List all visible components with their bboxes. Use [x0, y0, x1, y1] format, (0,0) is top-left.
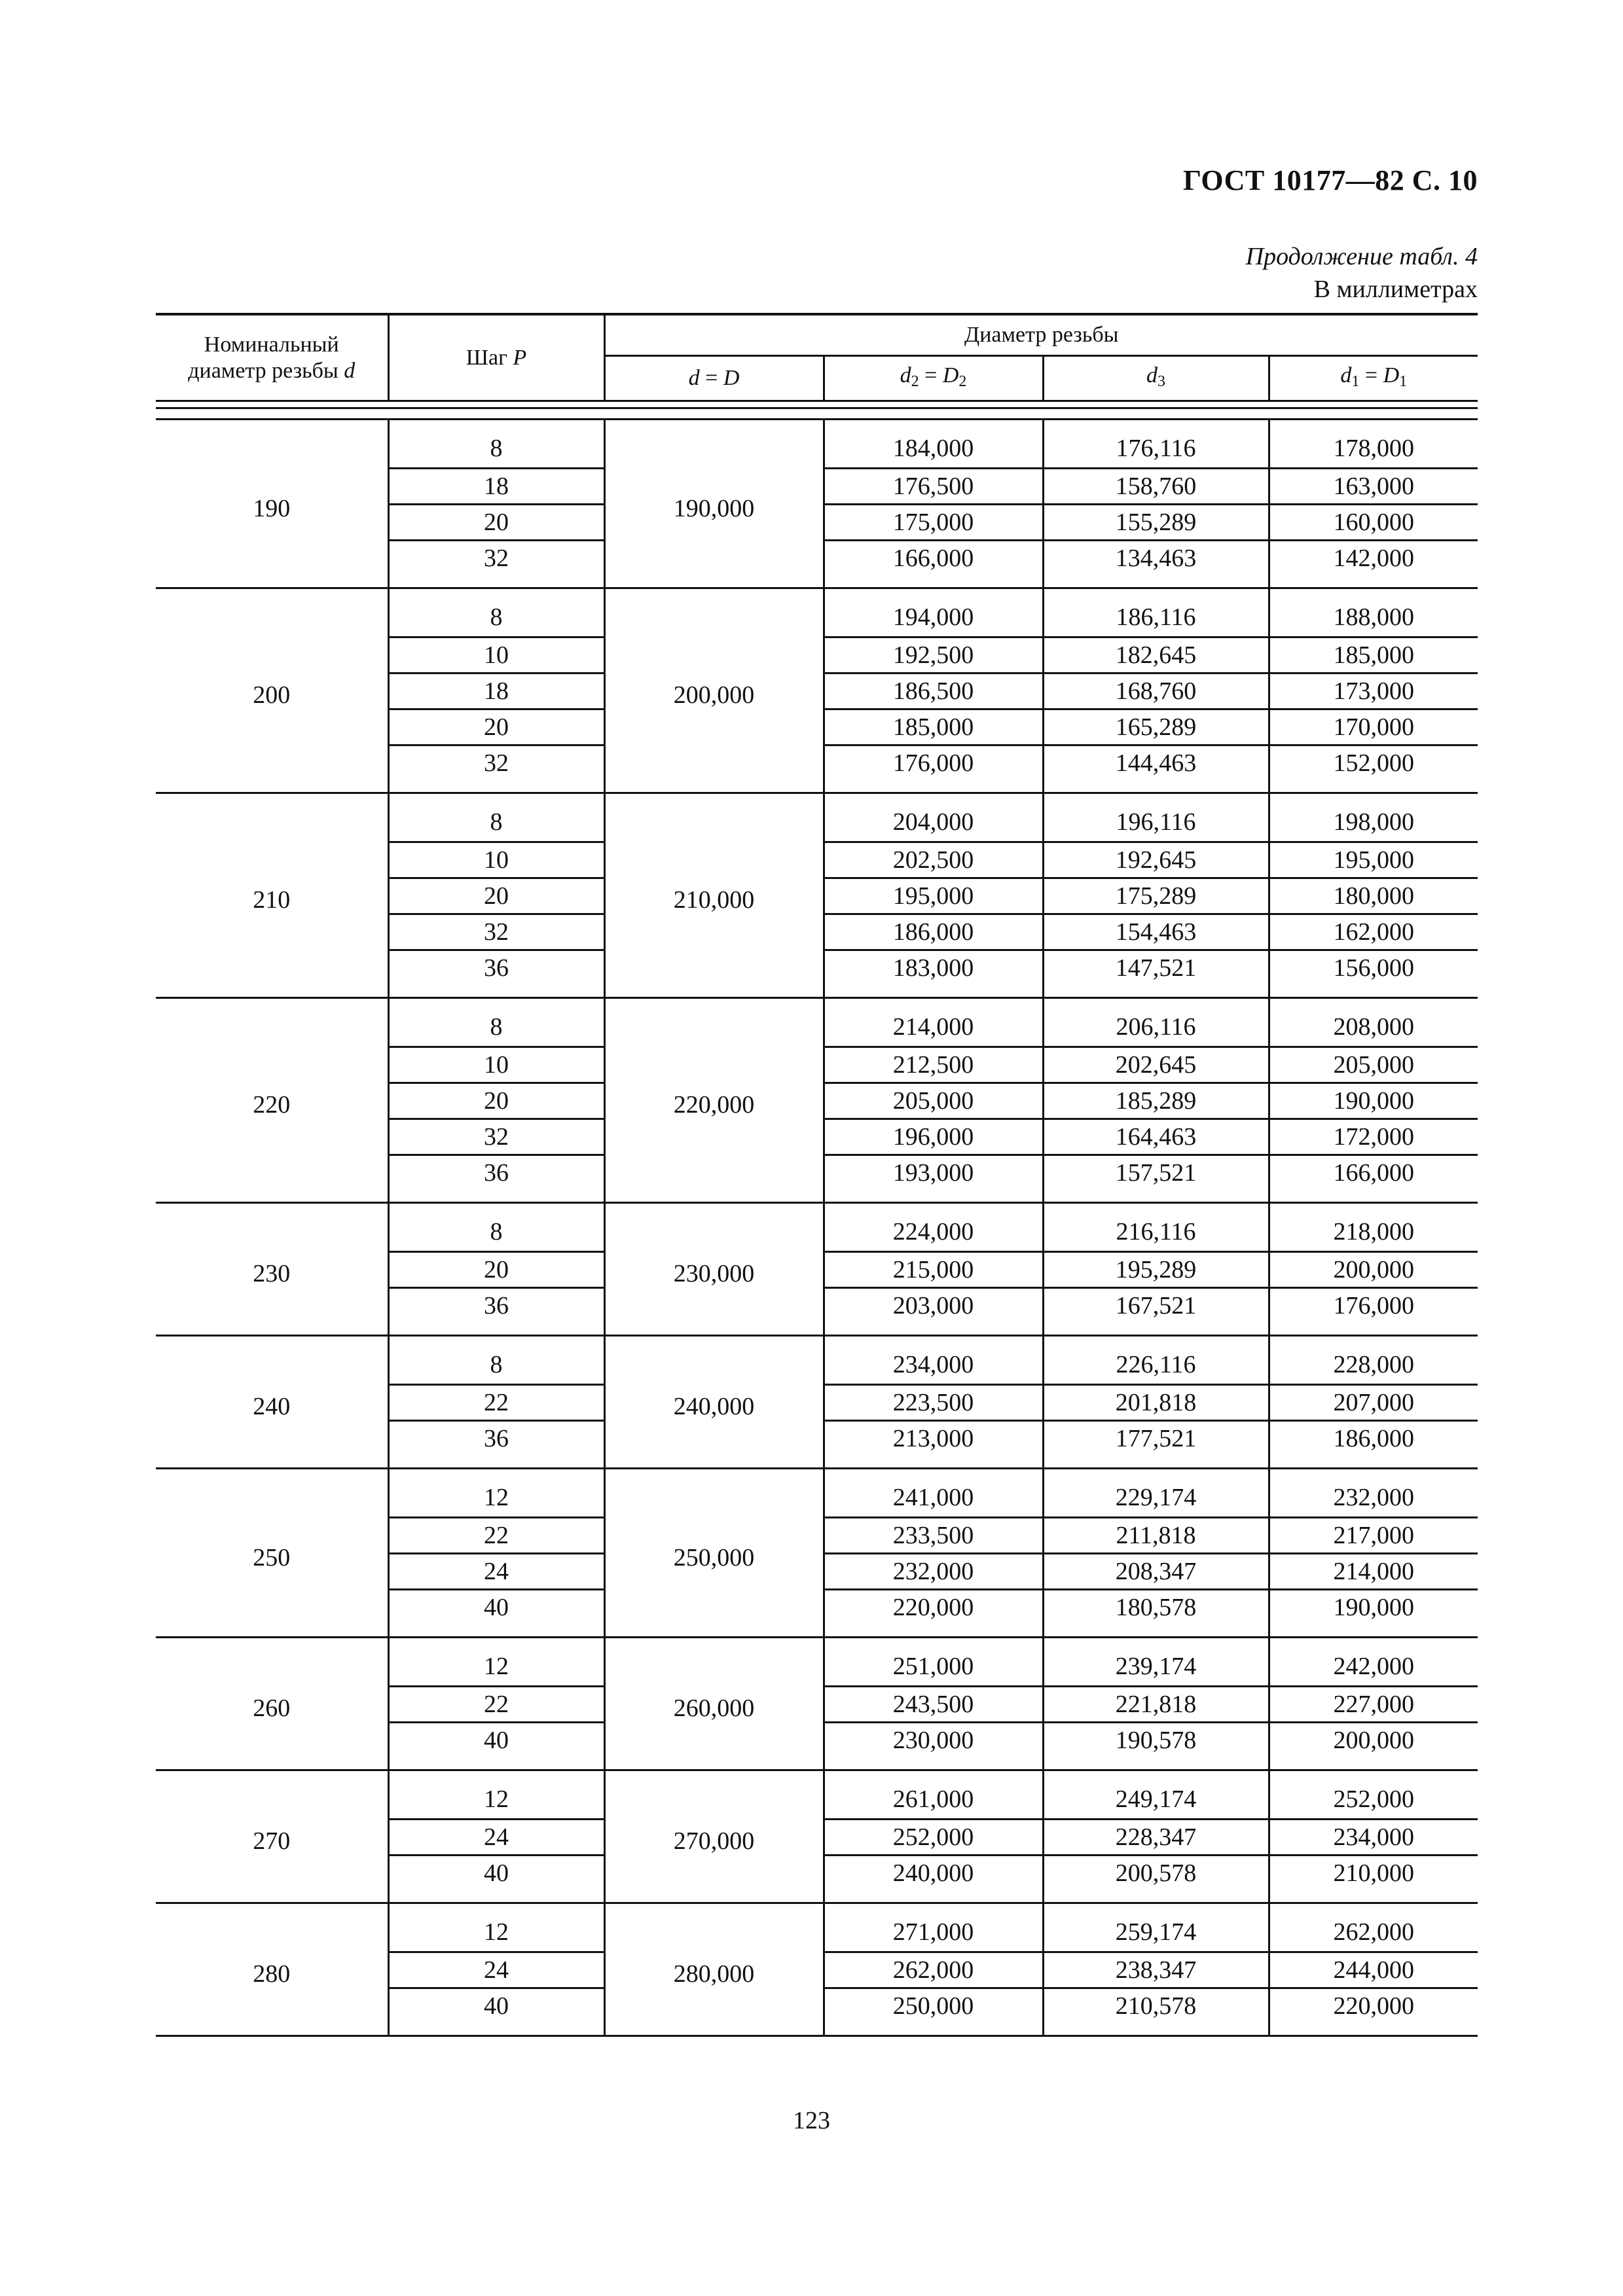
cell-pitch: 12	[388, 1638, 604, 1687]
cell-pitch: 10	[388, 842, 604, 878]
cell-d1: 176,000	[1269, 1288, 1478, 1336]
cell-nominal-diameter: 260	[156, 1638, 388, 1770]
cell-nominal-diameter: 210	[156, 793, 388, 998]
cell-nominal-diameter: 200	[156, 588, 388, 793]
cell-d1: 227,000	[1269, 1687, 1478, 1723]
cell-pitch: 20	[388, 709, 604, 745]
cell-d2: 213,000	[824, 1421, 1043, 1469]
table-body	[156, 420, 1478, 2036]
col-header-dD: d = D	[604, 356, 824, 401]
cell-d3: 201,818	[1043, 1385, 1269, 1421]
cell-d1: 210,000	[1269, 1856, 1478, 1903]
cell-pitch: 8	[388, 793, 604, 842]
col-header-nominal-line2: диаметр резьбы	[188, 358, 338, 383]
cell-d1: 163,000	[1269, 469, 1478, 505]
cell-pitch: 36	[388, 1421, 604, 1469]
cell-pitch: 20	[388, 1083, 604, 1119]
cell-d-eq-D: 200,000	[604, 588, 824, 793]
cell-d3: 206,116	[1043, 998, 1269, 1047]
cell-d3: 154,463	[1043, 914, 1269, 950]
table-row	[156, 1770, 1478, 1820]
cell-pitch: 32	[388, 745, 604, 793]
cell-pitch: 12	[388, 1903, 604, 1952]
cell-d1: 195,000	[1269, 842, 1478, 878]
cell-d-eq-D: 210,000	[604, 793, 824, 998]
cell-d2: 220,000	[824, 1590, 1043, 1638]
cell-pitch: 12	[388, 1469, 604, 1518]
cell-pitch: 8	[388, 588, 604, 637]
cell-d1: 166,000	[1269, 1155, 1478, 1203]
cell-d2: 250,000	[824, 1988, 1043, 2036]
cell-d3: 158,760	[1043, 469, 1269, 505]
cell-d1: 198,000	[1269, 793, 1478, 842]
cell-d2: 233,500	[824, 1518, 1043, 1554]
cell-pitch: 36	[388, 950, 604, 998]
cell-pitch: 22	[388, 1385, 604, 1421]
cell-d1: 162,000	[1269, 914, 1478, 950]
table-row	[156, 420, 1478, 469]
cell-d3: 157,521	[1043, 1155, 1269, 1203]
cell-d2: 243,500	[824, 1687, 1043, 1723]
cell-d-eq-D: 270,000	[604, 1770, 824, 1903]
cell-d2: 214,000	[824, 998, 1043, 1047]
cell-nominal-diameter: 270	[156, 1770, 388, 1903]
cell-d3: 200,578	[1043, 1856, 1269, 1903]
cell-d3: 196,116	[1043, 793, 1269, 842]
cell-d1: 214,000	[1269, 1554, 1478, 1590]
cell-d2: 224,000	[824, 1203, 1043, 1252]
cell-d-eq-D: 250,000	[604, 1469, 824, 1638]
cell-d1: 188,000	[1269, 588, 1478, 637]
cell-d-eq-D: 280,000	[604, 1903, 824, 2036]
cell-d3: 180,578	[1043, 1590, 1269, 1638]
cell-d3: 185,289	[1043, 1083, 1269, 1119]
table-row	[156, 1638, 1478, 1687]
cell-d3: 228,347	[1043, 1820, 1269, 1856]
cell-d3: 182,645	[1043, 637, 1269, 673]
col-header-nominal	[156, 314, 388, 401]
cell-pitch: 36	[388, 1288, 604, 1336]
cell-d-eq-D: 240,000	[604, 1336, 824, 1469]
table-row	[156, 1469, 1478, 1518]
cell-d-eq-D: 230,000	[604, 1203, 824, 1336]
cell-d3: 221,818	[1043, 1687, 1269, 1723]
cell-d-eq-D: 190,000	[604, 420, 824, 588]
cell-d3: 134,463	[1043, 541, 1269, 588]
cell-d1: 190,000	[1269, 1083, 1478, 1119]
cell-d1: 186,000	[1269, 1421, 1478, 1469]
cell-d2: 202,500	[824, 842, 1043, 878]
cell-d1: 178,000	[1269, 420, 1478, 469]
cell-pitch: 40	[388, 1856, 604, 1903]
col-header-pitch	[388, 314, 604, 401]
cell-d3: 259,174	[1043, 1903, 1269, 1952]
cell-d2: 223,500	[824, 1385, 1043, 1421]
cell-d2: 186,500	[824, 673, 1043, 709]
cell-d1: 252,000	[1269, 1770, 1478, 1820]
cell-d1: 205,000	[1269, 1047, 1478, 1083]
cell-d2: 262,000	[824, 1952, 1043, 1988]
cell-pitch: 8	[388, 1336, 604, 1385]
cell-nominal-diameter: 240	[156, 1336, 388, 1469]
cell-d3: 147,521	[1043, 950, 1269, 998]
cell-d1: 185,000	[1269, 637, 1478, 673]
cell-d3: 229,174	[1043, 1469, 1269, 1518]
cell-d3: 155,289	[1043, 505, 1269, 541]
cell-d-eq-D: 260,000	[604, 1638, 824, 1770]
cell-d2: 194,000	[824, 588, 1043, 637]
cell-d3: 164,463	[1043, 1119, 1269, 1155]
cell-d1: 172,000	[1269, 1119, 1478, 1155]
document-header: ГОСТ 10177—82 С. 10	[1182, 164, 1478, 196]
cell-pitch: 20	[388, 505, 604, 541]
table-row	[156, 1203, 1478, 1252]
cell-pitch: 22	[388, 1687, 604, 1723]
cell-pitch: 36	[388, 1155, 604, 1203]
cell-d1: 170,000	[1269, 709, 1478, 745]
col-header-diameter-group: Диаметр резьбы	[604, 314, 1478, 356]
cell-d-eq-D: 220,000	[604, 998, 824, 1203]
cell-d1: 218,000	[1269, 1203, 1478, 1252]
cell-d3: 165,289	[1043, 709, 1269, 745]
cell-d3: 186,116	[1043, 588, 1269, 637]
cell-d2: 230,000	[824, 1723, 1043, 1770]
col-header-d1: $d_1 = D_1$	[1269, 356, 1478, 401]
cell-d1: 152,000	[1269, 745, 1478, 793]
cell-d3: 211,818	[1043, 1518, 1269, 1554]
cell-d1: 228,000	[1269, 1336, 1478, 1385]
cell-d3: 216,116	[1043, 1203, 1269, 1252]
cell-d3: 202,645	[1043, 1047, 1269, 1083]
cell-d2: 241,000	[824, 1469, 1043, 1518]
cell-d1: 242,000	[1269, 1638, 1478, 1687]
cell-d2: 183,000	[824, 950, 1043, 998]
cell-pitch: 18	[388, 469, 604, 505]
cell-d3: 167,521	[1043, 1288, 1269, 1336]
cell-d3: 210,578	[1043, 1988, 1269, 2036]
cell-d3: 238,347	[1043, 1952, 1269, 1988]
cell-pitch: 24	[388, 1952, 604, 1988]
col-header-nominal-symbol: d	[344, 358, 356, 383]
cell-d1: 200,000	[1269, 1252, 1478, 1288]
cell-d2: 261,000	[824, 1770, 1043, 1820]
cell-pitch: 32	[388, 541, 604, 588]
cell-d1: 142,000	[1269, 541, 1478, 588]
cell-d2: 204,000	[824, 793, 1043, 842]
cell-d2: 175,000	[824, 505, 1043, 541]
cell-pitch: 40	[388, 1590, 604, 1638]
cell-nominal-diameter: 280	[156, 1903, 388, 2036]
cell-d3: 177,521	[1043, 1421, 1269, 1469]
cell-d3: 192,645	[1043, 842, 1269, 878]
cell-d1: 232,000	[1269, 1469, 1478, 1518]
cell-d3: 208,347	[1043, 1554, 1269, 1590]
cell-d2: 176,000	[824, 745, 1043, 793]
cell-pitch: 32	[388, 1119, 604, 1155]
col-header-d2: $d_2 = D_2$	[824, 356, 1043, 401]
cell-d2: 185,000	[824, 709, 1043, 745]
cell-d3: 175,289	[1043, 878, 1269, 914]
cell-d2: 240,000	[824, 1856, 1043, 1903]
page-number: 123	[793, 2107, 830, 2134]
cell-pitch: 24	[388, 1554, 604, 1590]
cell-d1: 160,000	[1269, 505, 1478, 541]
cell-d2: 252,000	[824, 1820, 1043, 1856]
cell-pitch: 32	[388, 914, 604, 950]
table-row	[156, 1903, 1478, 1952]
cell-d2: 271,000	[824, 1903, 1043, 1952]
cell-d2: 184,000	[824, 420, 1043, 469]
cell-d2: 251,000	[824, 1638, 1043, 1687]
cell-pitch: 8	[388, 998, 604, 1047]
col-header-d3: $d_3$	[1043, 356, 1269, 401]
cell-d2: 193,000	[824, 1155, 1043, 1203]
cell-pitch: 8	[388, 1203, 604, 1252]
cell-pitch: 40	[388, 1723, 604, 1770]
cell-pitch: 24	[388, 1820, 604, 1856]
cell-d1: 220,000	[1269, 1988, 1478, 2036]
table-row	[156, 588, 1478, 637]
cell-d2: 192,500	[824, 637, 1043, 673]
cell-d1: 200,000	[1269, 1723, 1478, 1770]
table-continuation-note: Продолжение табл. 4	[1245, 243, 1478, 270]
cell-nominal-diameter: 190	[156, 420, 388, 588]
cell-d1: 156,000	[1269, 950, 1478, 998]
cell-d2: 205,000	[824, 1083, 1043, 1119]
cell-d1: 217,000	[1269, 1518, 1478, 1554]
cell-pitch: 40	[388, 1988, 604, 2036]
cell-d1: 207,000	[1269, 1385, 1478, 1421]
cell-d3: 226,116	[1043, 1336, 1269, 1385]
cell-pitch: 10	[388, 1047, 604, 1083]
cell-pitch: 18	[388, 673, 604, 709]
cell-d3: 195,289	[1043, 1252, 1269, 1288]
col-header-nominal-line1: Номинальный	[204, 332, 339, 357]
table-row	[156, 998, 1478, 1047]
cell-d3: 239,174	[1043, 1638, 1269, 1687]
cell-d1: 190,000	[1269, 1590, 1478, 1638]
cell-pitch: 20	[388, 878, 604, 914]
table-row	[156, 1336, 1478, 1385]
cell-pitch: 12	[388, 1770, 604, 1820]
cell-d2: 234,000	[824, 1336, 1043, 1385]
cell-d3: 176,116	[1043, 420, 1269, 469]
cell-d2: 196,000	[824, 1119, 1043, 1155]
cell-d3: 190,578	[1043, 1723, 1269, 1770]
units-note: В миллиметрах	[1313, 276, 1478, 303]
cell-pitch: 10	[388, 637, 604, 673]
cell-pitch: 20	[388, 1252, 604, 1288]
cell-pitch: 8	[388, 420, 604, 469]
cell-d2: 176,500	[824, 469, 1043, 505]
col-header-pitch-word: Шаг	[465, 345, 508, 370]
cell-d1: 244,000	[1269, 1952, 1478, 1988]
cell-d1: 262,000	[1269, 1903, 1478, 1952]
cell-pitch: 22	[388, 1518, 604, 1554]
cell-d1: 173,000	[1269, 673, 1478, 709]
cell-nominal-diameter: 230	[156, 1203, 388, 1336]
cell-d2: 195,000	[824, 878, 1043, 914]
cell-d3: 249,174	[1043, 1770, 1269, 1820]
cell-d3: 168,760	[1043, 673, 1269, 709]
cell-d2: 212,500	[824, 1047, 1043, 1083]
table-row	[156, 793, 1478, 842]
cell-d2: 186,000	[824, 914, 1043, 950]
cell-d1: 208,000	[1269, 998, 1478, 1047]
cell-d2: 232,000	[824, 1554, 1043, 1590]
cell-d2: 215,000	[824, 1252, 1043, 1288]
col-header-pitch-symbol: P	[513, 345, 527, 370]
cell-d2: 166,000	[824, 541, 1043, 588]
cell-nominal-diameter: 220	[156, 998, 388, 1203]
thread-diameter-table	[156, 313, 1478, 2037]
cell-d1: 180,000	[1269, 878, 1478, 914]
cell-nominal-diameter: 250	[156, 1469, 388, 1638]
cell-d2: 203,000	[824, 1288, 1043, 1336]
cell-d1: 234,000	[1269, 1820, 1478, 1856]
cell-d3: 144,463	[1043, 745, 1269, 793]
